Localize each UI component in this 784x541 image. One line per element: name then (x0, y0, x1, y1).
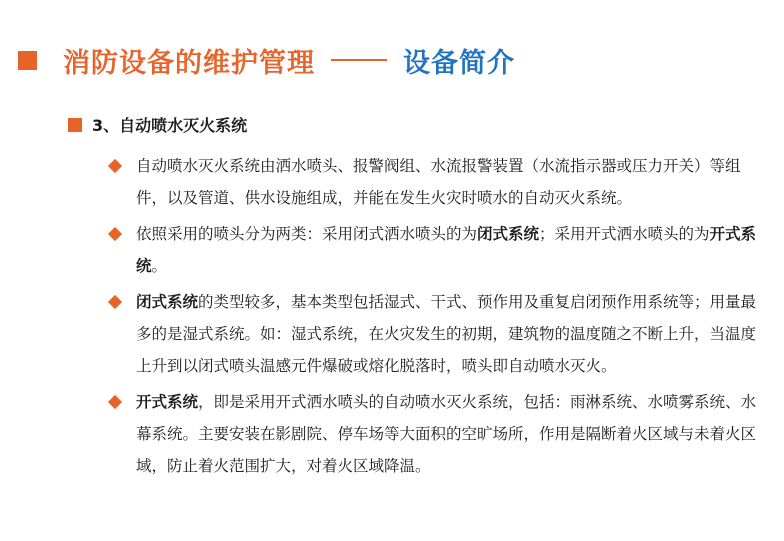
section-title: 3、自动喷水灭火系统 (92, 116, 248, 135)
bullet-bold-term: 闭式系统 (477, 225, 540, 243)
bullet-text: 自动喷水灭火系统由洒水喷头、报警阀组、水流报警装置（水流指示器或压力开关）等组件，以及管道、供水设施组成，并能在发生火灾时喷水的自动灭火系统。 (136, 157, 741, 207)
page-title: 消防设备的维护管理 (63, 47, 315, 79)
diamond-bullet-icon (108, 159, 122, 173)
diamond-bullet-icon (108, 227, 122, 241)
bullet-bold-term: 闭式系统 (136, 293, 199, 311)
diamond-bullet-icon (108, 395, 122, 409)
section-square-icon (68, 118, 82, 132)
bullet-text: 。 (151, 257, 168, 275)
page-header (18, 40, 515, 80)
title-divider (331, 59, 387, 61)
title-square-icon (18, 51, 37, 70)
bullet-bold-term: 开式系统 (136, 393, 199, 411)
bullet-item-classification (106, 218, 766, 282)
bullet-text: ，即是采用开式洒水喷头的自动喷水灭火系统，包括：雨淋系统、水喷雾系统、水幕系统。主要安装在影剧院、停车场等大面积的空旷场所，作用是隔断着火区域与未着火区域，防止着火范围扩大，对着火区域降温。 (136, 393, 757, 475)
bullet-item-open-system (106, 386, 766, 482)
bullet-text: ；采用开式洒水喷头的为 (539, 225, 710, 243)
bullet-item-closed-system (106, 286, 766, 382)
bullet-text: 的类型较多，基本类型包括湿式、干式、预作用及重复启闭预作用系统等；用量最多的是湿式系统。如：湿式系统，在火灾发生的初期，建筑物的温度随之不断上升，当温度上升到以闭式喷头温感元件爆破或熔化脱落时，喷头即自动喷水灭火。 (136, 293, 757, 375)
bullet-bold-term: 开式系统 (136, 225, 757, 275)
section-heading (68, 113, 247, 136)
bullet-text: 依照采用的喷头分为两类：采用闭式洒水喷头的为 (136, 225, 478, 243)
bullet-item-overview (106, 150, 766, 214)
diamond-bullet-icon (108, 295, 122, 309)
bullet-list (106, 150, 766, 486)
page-subtitle: 设备简介 (403, 47, 515, 79)
